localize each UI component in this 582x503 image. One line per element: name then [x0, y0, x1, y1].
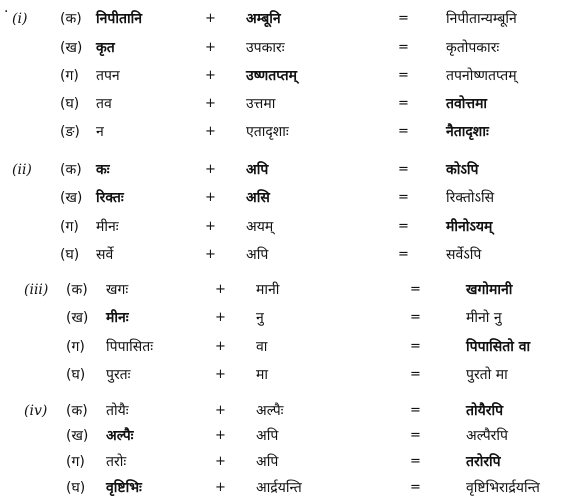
- row-label: (ग): [60, 219, 79, 235]
- second-word: अल्पैः: [256, 403, 284, 419]
- row-label: (ख): [60, 40, 83, 56]
- result-word: पुरतो मा: [466, 367, 508, 383]
- equals-sign: =: [398, 11, 409, 26]
- second-word: उत्तमा: [246, 96, 276, 112]
- plus-sign: +: [215, 367, 226, 382]
- table-row: [0, 34, 582, 62]
- equals-sign: =: [398, 124, 409, 139]
- second-word: अपि: [256, 454, 279, 470]
- first-word: रिक्तः: [96, 190, 124, 206]
- plus-sign: +: [215, 282, 226, 297]
- result-word: निपीतान्यम्बूनि: [446, 11, 517, 27]
- second-word: आर्द्रयन्ति: [256, 480, 302, 496]
- result-word: वृष्टिभिरार्द्रयन्ति: [466, 480, 540, 496]
- table-row: [0, 62, 582, 90]
- plus-sign: +: [205, 124, 216, 139]
- plus-sign: +: [215, 480, 226, 495]
- table-row: [0, 361, 582, 389]
- section-number: (iii): [24, 282, 49, 298]
- row-label: (ङ): [60, 124, 80, 140]
- row-label: (घ): [66, 367, 86, 383]
- second-word: अपि: [246, 162, 269, 178]
- row-label: (ख): [66, 310, 89, 326]
- row-label: (क): [66, 403, 88, 419]
- plus-sign: +: [205, 247, 216, 262]
- result-word: नैतादृशाः: [446, 124, 489, 140]
- plus-sign: +: [205, 68, 216, 83]
- equals-sign: =: [410, 367, 421, 382]
- table-row: [0, 422, 582, 450]
- section-number: (iv): [24, 403, 48, 419]
- result-word: तोयैरपि: [466, 403, 504, 419]
- equals-sign: =: [410, 339, 421, 354]
- row-label: (घ): [60, 247, 80, 263]
- result-word: अल्पैरपि: [466, 428, 508, 444]
- first-word: खगः: [106, 282, 129, 298]
- equals-sign: =: [410, 403, 421, 418]
- second-word: नु: [256, 310, 264, 326]
- row-label: (घ): [60, 96, 80, 112]
- equals-sign: =: [410, 454, 421, 469]
- second-word: एतादृशाः: [246, 124, 289, 140]
- table-row: [0, 474, 582, 502]
- equals-sign: =: [398, 247, 409, 262]
- first-word: निपीतानि: [96, 11, 142, 27]
- plus-sign: +: [215, 339, 226, 354]
- first-word: मीनः: [96, 219, 119, 235]
- row-label: (क): [60, 162, 82, 178]
- first-word: कः: [96, 162, 110, 178]
- first-word: तपन: [96, 68, 120, 84]
- row-label: (ग): [60, 68, 79, 84]
- result-word: पिपासितो वा: [466, 339, 531, 355]
- second-word: अम्बूनि: [246, 11, 281, 27]
- row-label: (ग): [66, 339, 85, 355]
- result-word: तरोरपि: [466, 454, 501, 470]
- row-label: (क): [66, 282, 88, 298]
- first-word: तोयैः: [106, 403, 129, 419]
- table-row: [0, 241, 582, 269]
- first-word: अल्पैः: [106, 428, 134, 444]
- plus-sign: +: [205, 40, 216, 55]
- second-word: उपकारः: [246, 40, 285, 56]
- row-label: (ख): [60, 190, 83, 206]
- plus-sign: +: [205, 190, 216, 205]
- result-word: मीनो नु: [466, 310, 502, 326]
- plus-sign: +: [205, 162, 216, 177]
- first-word: तरोः: [106, 454, 127, 470]
- result-word: खगोमानी: [466, 282, 513, 298]
- table-row: [0, 276, 582, 304]
- leading-mark: ·: [4, 4, 9, 20]
- first-word: वृष्टिभिः: [106, 480, 142, 496]
- result-word: तपनोष्णतप्तम्: [446, 68, 517, 84]
- first-word: सर्वे: [96, 247, 114, 263]
- first-word: तव: [96, 96, 112, 112]
- table-row: [0, 397, 582, 425]
- table-row: [0, 5, 582, 33]
- second-word: उष्णतप्तम्: [246, 68, 297, 84]
- first-word: कृत: [96, 40, 115, 56]
- equals-sign: =: [398, 96, 409, 111]
- second-word: अयम्: [246, 219, 274, 235]
- second-word: मानी: [256, 282, 280, 298]
- equals-sign: =: [398, 162, 409, 177]
- section-number: (i): [12, 11, 28, 27]
- section-number: (ii): [12, 162, 32, 178]
- equals-sign: =: [398, 40, 409, 55]
- row-label: (ख): [66, 428, 89, 444]
- equals-sign: =: [398, 190, 409, 205]
- table-row: [0, 213, 582, 241]
- second-word: वा: [256, 339, 268, 355]
- plus-sign: +: [215, 403, 226, 418]
- second-word: अपि: [246, 247, 269, 263]
- first-word: न: [96, 124, 104, 140]
- row-label: (क): [60, 11, 82, 27]
- row-label: (ग): [66, 454, 85, 470]
- plus-sign: +: [215, 310, 226, 325]
- equals-sign: =: [398, 219, 409, 234]
- second-word: मा: [256, 367, 268, 383]
- result-word: रिक्तोऽसि: [446, 190, 495, 206]
- result-word: कोऽपि: [446, 162, 479, 178]
- result-word: मीनोऽयम्: [446, 219, 493, 235]
- equals-sign: =: [410, 282, 421, 297]
- plus-sign: +: [215, 454, 226, 469]
- table-row: [0, 333, 582, 361]
- table-row: [0, 448, 582, 476]
- second-word: अपि: [256, 428, 279, 444]
- equals-sign: =: [398, 68, 409, 83]
- second-word: असि: [246, 190, 270, 206]
- row-label: (घ): [66, 480, 86, 496]
- table-row: [0, 304, 582, 332]
- equals-sign: =: [410, 428, 421, 443]
- first-word: पुरतः: [106, 367, 131, 383]
- table-row: [0, 156, 582, 184]
- first-word: पिपासितः: [106, 339, 154, 355]
- equals-sign: =: [410, 310, 421, 325]
- table-row: [0, 90, 582, 118]
- first-word: मीनः: [106, 310, 129, 326]
- result-word: सर्वेऽपि: [446, 247, 482, 263]
- plus-sign: +: [205, 219, 216, 234]
- plus-sign: +: [205, 11, 216, 26]
- table-row: [0, 118, 582, 146]
- plus-sign: +: [205, 96, 216, 111]
- result-word: कृतोपकारः: [446, 40, 500, 56]
- plus-sign: +: [215, 428, 226, 443]
- equals-sign: =: [410, 480, 421, 495]
- result-word: तवोत्तमा: [446, 96, 488, 112]
- table-row: [0, 184, 582, 212]
